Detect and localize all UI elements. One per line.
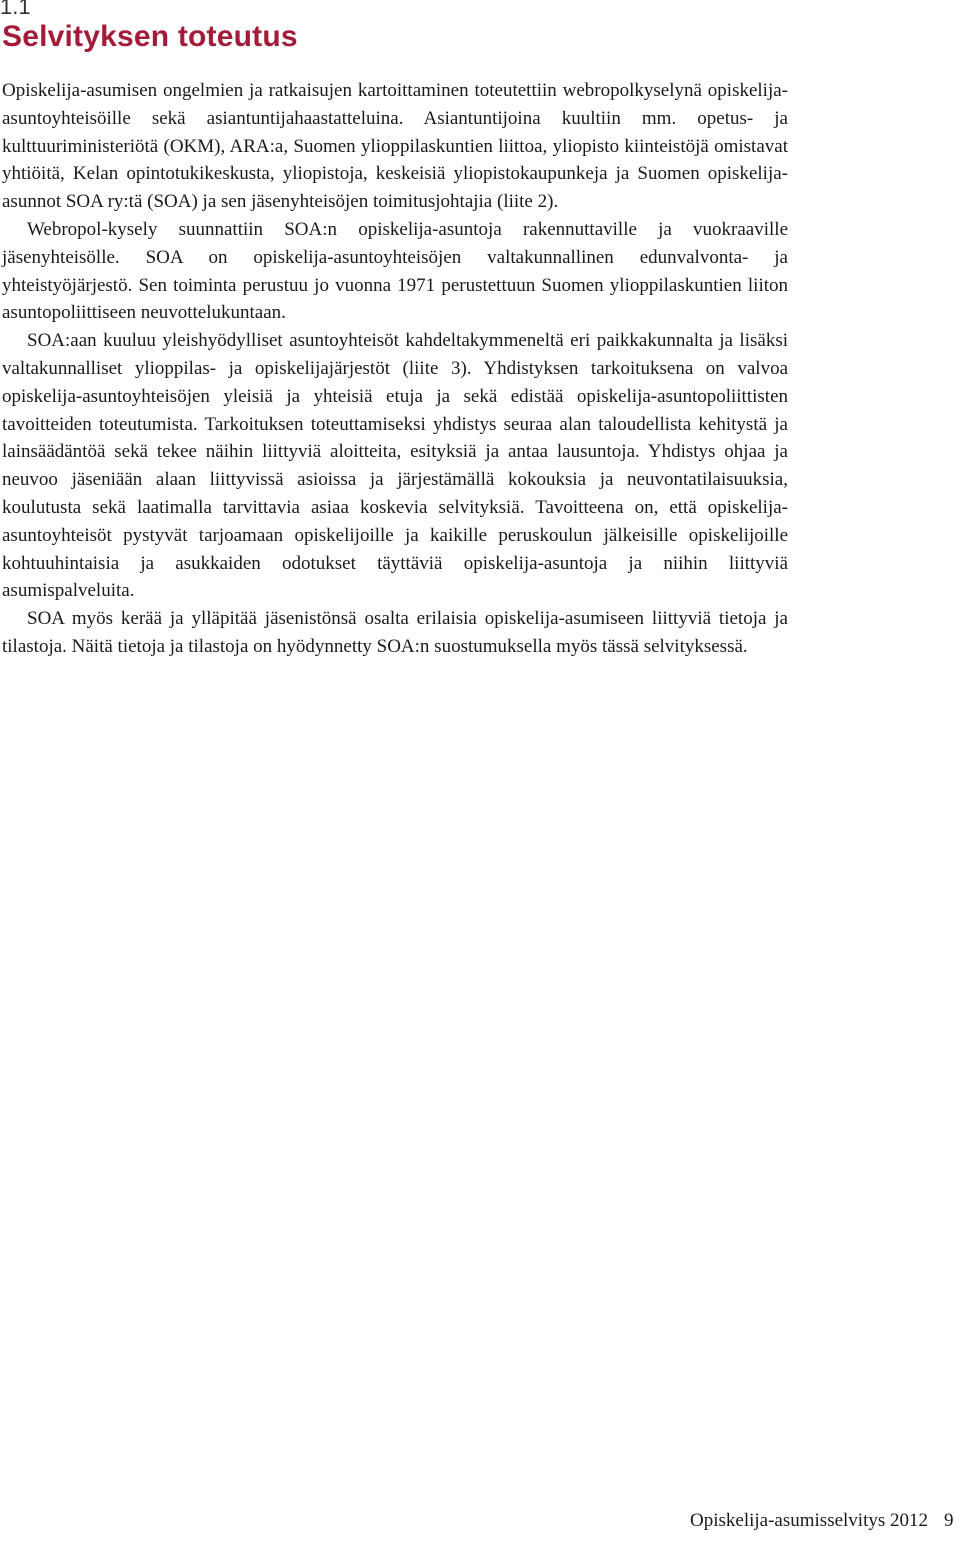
paragraph-1: Opiskelija-asumisen ongelmien ja ratkaisujen kartoittaminen toteutettiin webropolkyselynä opiskelija-asuntoyhteisöille sekä asiantuntijahaastatteluina. Asiantuntijoina kuultiin mm. opetus- ja kulttuuriministeriötä (OKM), ARA:a, Suomen ylioppilaskuntien liittoa, yliopisto kiinteistöjä omistavat yhtiöitä, Kelan opintotukikeskusta, yliopistoja, keskeisiä yliopistokaupunkeja ja Suomen opiskelija-asunnot SOA ry:tä (SOA) ja sen jäsenyhteisöjen toimitusjohtajia (liite 2).: [2, 80, 788, 213]
section-title: Selvityksen toteutus: [2, 20, 298, 53]
paragraph-2: Webropol-kysely suunnattiin SOA:n opiskelija-asuntoja rakennuttaville ja vuokraaville jäsenyhteisölle. SOA on opiskelija-asuntoyhteisöjen valtakunnallinen edunvalvonta- ja yhteistyöjärjestö. Sen toiminta perustuu jo vuonna 1971 perustettuun Suomen ylioppilaskuntien liiton asuntopoliittiseen neuvottelukuntaan.: [2, 218, 788, 324]
page-number: 9: [944, 1510, 954, 1531]
footer-publication-title: Opiskelija-asumisselvitys 2012: [690, 1510, 929, 1531]
paragraph-3: SOA:aan kuuluu yleishyödylliset asuntoyhteisöt kahdeltakymmeneltä eri paikkakunnalta ja lisäksi valtakunnalliset ylioppilas- ja opiskelijajärjestöt (liite 3). Yhdistyksen tarkoituksena on valvoa opiskelija-asuntoyhteisöjen yleisiä ja yhteisiä etuja ja sekä edistää opiskelija-asuntopoliittisten tavoitteiden toteutumista. Tarkoituksen toteuttamiseksi yhdistys seuraa alan taloudellista kehitystä ja lainsäädäntöä sekä tekee näihin liittyviä aloitteita, esityksiä ja antaa lausuntoja. Yhdistys ohjaa ja neuvoo jäseniään alaan liittyvissä asioissa ja järjestämällä kokouksia ja neuvontatilaisuuksia, koulutusta sekä laatimalla tarvittavia asiaa koskevia selvityksiä. Tavoitteena on, että opiskelija-asuntoyhteisöt pystyvät tarjoamaan opiskelijoille ja kaikille peruskoulun jälkeisille opiskelijoille kohtuuhintaisia ja asukkaiden odotukset täyttäviä opiskelija-asuntoja ja niihin liittyviä asumispalveluita.: [2, 330, 788, 602]
paragraph-4: SOA myös kerää ja ylläpitää jäsenistönsä osalta erilaisia opiskelija-asumiseen liittyviä tietoja ja tilastoja. Näitä tietoja ja tilastoja on hyödynnetty SOA:n suostumuksella myös tässä selvityksessä.: [2, 608, 788, 657]
section-number: 1.1: [0, 0, 31, 19]
body-text: [2, 77, 788, 661]
